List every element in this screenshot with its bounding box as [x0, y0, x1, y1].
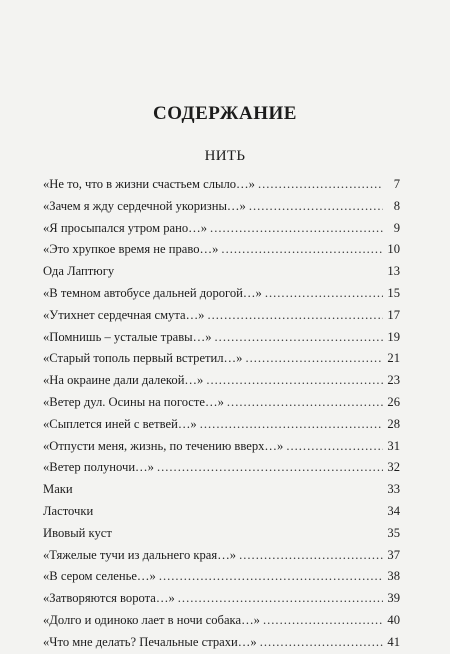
- toc-entry-page-number: 23: [387, 373, 400, 388]
- dot-leader: [200, 414, 383, 436]
- toc-entry-page-number: 39: [387, 591, 400, 606]
- toc-entry-title: «Тяжелые тучи из дальнего края…»: [43, 547, 237, 562]
- dot-leader: [265, 283, 383, 305]
- dot-leader: [286, 436, 383, 458]
- toc-entry-page-number: 19: [387, 329, 400, 344]
- toc-entry: [43, 588, 400, 610]
- dot-leader: [221, 239, 383, 261]
- toc-entry: [43, 218, 400, 240]
- dot-leader: [227, 392, 383, 414]
- toc-entry: [43, 632, 400, 654]
- dot-leader: [178, 588, 383, 610]
- toc-entry-title: «Ветер дул. Осины на погосте…»: [43, 394, 224, 409]
- toc-entry: [43, 566, 400, 588]
- toc-entry: [43, 174, 400, 196]
- toc-entry-page-number: 9: [393, 220, 400, 235]
- toc-entry-title: «Ветер полуночи…»: [43, 460, 154, 475]
- toc-entry: [43, 261, 400, 283]
- toc-entry: [43, 610, 400, 632]
- toc-entry-page-number: 10: [387, 242, 400, 257]
- dot-leader: [258, 174, 383, 196]
- dot-leader: [260, 632, 383, 654]
- toc-entry: [43, 348, 400, 370]
- toc-entry-page-number: 31: [387, 438, 400, 453]
- toc-entry-page-number: 28: [387, 416, 400, 431]
- toc-entry: [43, 457, 400, 479]
- toc-entry-page-number: 8: [393, 198, 400, 213]
- toc-entry-title: «В сером селенье…»: [43, 569, 156, 584]
- toc-entry-title: «Помнишь – усталые травы…»: [43, 329, 212, 344]
- toc-entry: [43, 523, 400, 545]
- toc-entry-page-number: 17: [387, 307, 400, 322]
- toc-entry-title: «На окраине дали далекой…»: [43, 373, 204, 388]
- dot-leader: [159, 566, 383, 588]
- toc-entry-title: «Утихнет сердечная смута…»: [43, 307, 205, 322]
- dot-leader: [206, 370, 383, 392]
- dot-leader: [210, 218, 383, 240]
- dot-leader: [249, 196, 383, 218]
- toc-entry-page-number: 40: [387, 612, 400, 627]
- toc-entry-page-number: 37: [387, 547, 400, 562]
- toc-entry-title: «Отпусти меня, жизнь, по течению вверх…»: [43, 438, 284, 453]
- table-of-contents: [43, 174, 400, 654]
- toc-entry-title: Ода Лаптюгу: [43, 264, 115, 279]
- toc-entry-page-number: 33: [387, 482, 400, 497]
- toc-entry: [43, 414, 400, 436]
- section-title: НИТЬ: [204, 148, 246, 164]
- toc-entry-title: «Зачем я жду сердечной укоризны…»: [43, 198, 246, 213]
- toc-entry-title: «Затворяются ворота…»: [43, 591, 175, 606]
- dot-leader: [157, 457, 383, 479]
- toc-entry: [43, 479, 400, 501]
- dot-leader: [239, 545, 383, 567]
- toc-entry-title: «Что мне делать? Печальные страхи…»: [43, 634, 257, 649]
- toc-entry-title: «Не то, что в жизни счастьем слыло…»: [43, 177, 255, 191]
- dot-leader: [263, 610, 383, 632]
- toc-entry-title: Маки: [43, 482, 73, 497]
- toc-entry-page-number: 15: [387, 285, 400, 300]
- toc-entry-title: «Старый тополь первый встретил…»: [43, 351, 243, 366]
- toc-entry-title: Ласточки: [43, 503, 94, 518]
- toc-entry-title: «Это хрупкое время не право…»: [43, 242, 219, 257]
- toc-entry-page-number: 21: [387, 351, 400, 366]
- toc-entry: [43, 305, 400, 327]
- toc-entry-page-number: 13: [387, 264, 400, 279]
- toc-entry: [43, 327, 400, 349]
- toc-entry-page-number: 7: [393, 177, 400, 191]
- toc-entry-title: «Долго и одиноко лает в ночи собака…»: [43, 612, 260, 627]
- toc-entry-page-number: 26: [387, 394, 400, 409]
- dot-leader: [207, 305, 383, 327]
- toc-entry: [43, 239, 400, 261]
- page-title: СОДЕРЖАНИЕ: [153, 103, 297, 124]
- toc-entry: [43, 436, 400, 458]
- toc-entry-title: «Я просыпался утром рано…»: [43, 220, 208, 235]
- toc-entry-page-number: 41: [387, 634, 400, 649]
- toc-entry-title: Ивовый куст: [43, 525, 112, 540]
- toc-entry-page-number: 35: [387, 525, 400, 540]
- toc-entry: [43, 501, 400, 523]
- toc-entry: [43, 283, 400, 305]
- toc-entry-page-number: 32: [387, 460, 400, 475]
- toc-entry: [43, 392, 400, 414]
- toc-entry-title: «Сыплется иней с ветвей…»: [43, 416, 197, 431]
- toc-entry-title: «В темном автобусе дальней дорогой…»: [43, 285, 262, 300]
- toc-entry-page-number: 38: [387, 569, 400, 584]
- dot-leader: [215, 327, 383, 349]
- toc-entry: [43, 545, 400, 567]
- toc-entry-page-number: 34: [387, 503, 400, 518]
- toc-entry: [43, 196, 400, 218]
- toc-entry: [43, 370, 400, 392]
- dot-leader: [245, 348, 383, 370]
